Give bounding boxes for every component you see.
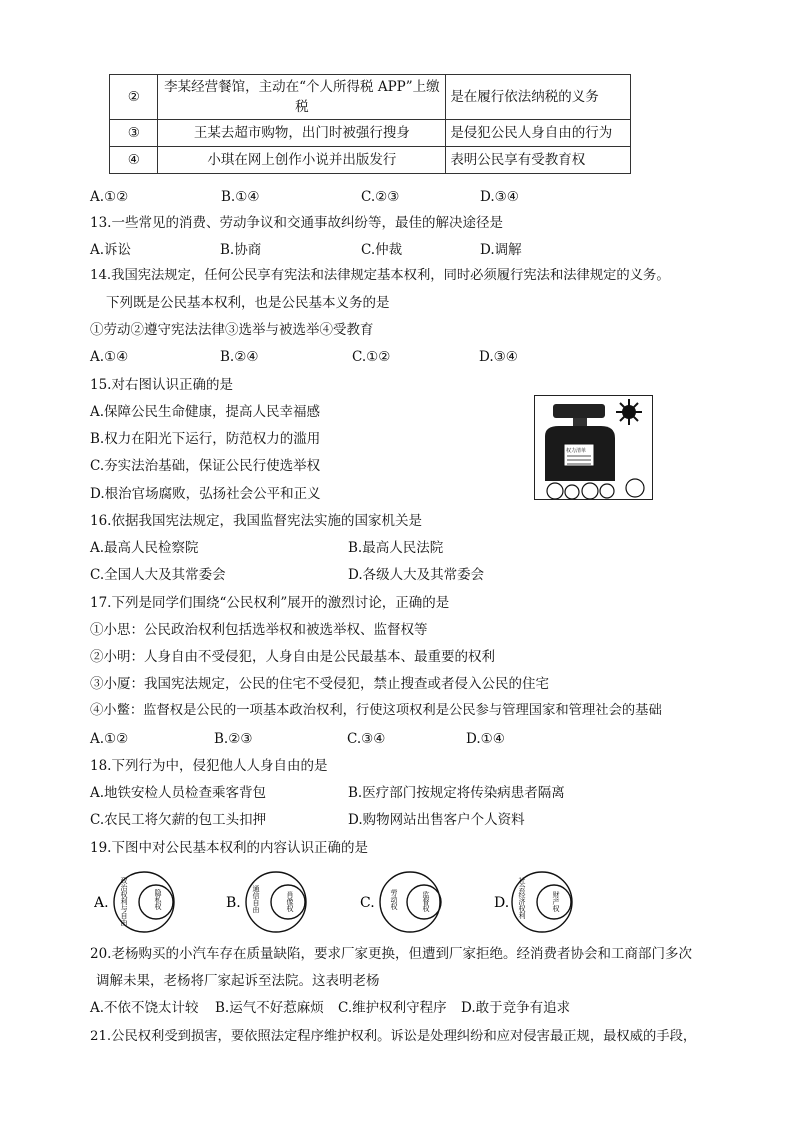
option[interactable]: C.③④ (347, 731, 386, 747)
inner-label: 监督权 (422, 891, 430, 912)
outer-label: 通信自由 (252, 885, 260, 913)
option[interactable]: B.医疗部门按规定将传染病患者隔离 (348, 785, 565, 801)
option[interactable]: D.敢于竞争有追求 (461, 1000, 571, 1016)
q13-stem: 13.一些常见的消费、劳动争议和交通事故纠纷等，最佳的解决途径是 (90, 215, 503, 231)
outer-label: 政治权利与自由 (120, 877, 128, 926)
q17-item: ②小明：人身自由不受侵犯，人身自由是公民最基本、最重要的权利 (90, 649, 495, 665)
option[interactable]: D.购物网站出售客户个人资料 (348, 812, 525, 828)
option[interactable]: D.各级人大及其常委会 (348, 567, 485, 583)
option[interactable]: D.根治官场腐败，弘扬社会公平和正义 (90, 486, 321, 502)
examples-table (109, 74, 631, 174)
option[interactable]: B.②④ (220, 349, 259, 365)
cartoon-illustration (535, 396, 652, 499)
option[interactable]: A.最高人民检察院 (90, 540, 199, 556)
option[interactable]: A.①④ (90, 349, 129, 365)
fig-letter: B. (226, 895, 241, 911)
outer-label: 社会经济权利 (518, 877, 526, 919)
fig-letter: D. (494, 895, 510, 911)
option[interactable]: B.②③ (214, 731, 253, 747)
q14-stem-1: 14.我国宪法规定，任何公民享有宪法和法律规定基本权利，同时必须履行宪法和法律规定的义务。 (90, 268, 670, 283)
sun-icon (616, 399, 642, 425)
table-row (110, 75, 631, 120)
q14-items: ①劳动②遵守宪法法律③选举与被选举④受教育 (90, 322, 374, 338)
q20-stem-2: 调解未果，老杨将厂家起诉至法院。这表明老杨 (96, 973, 380, 989)
q19-diagram (94, 867, 574, 937)
q21-stem: 21.公民权利受到损害，要依照法定程序维护权利。诉讼是处理纠纷和应对侵害最正规，最权威的手段， (90, 1029, 697, 1044)
row-judgement: 表明公民享有受教育权 (446, 147, 631, 174)
table-row (110, 120, 631, 147)
row-judgement: 是侵犯公民人身自由的行为 (446, 120, 631, 147)
inner-label: 肖像权 (286, 891, 294, 912)
option[interactable]: C.仲裁 (361, 242, 403, 258)
fig-letter: A. (94, 895, 109, 911)
option[interactable]: C.①② (352, 349, 391, 365)
q17-item: ③小厦：我国宪法规定，公民的住宅不受侵犯，禁止搜查或者侵入公民的住宅 (90, 676, 549, 692)
figure-d[interactable] (494, 872, 572, 932)
row-number: ② (110, 75, 158, 120)
q18-stem: 18.下列行为中，侵犯他人人身自由的是 (90, 758, 328, 774)
option[interactable]: A.①② (90, 731, 129, 747)
option[interactable]: B.运气不好惹麻烦 (215, 1000, 324, 1016)
option[interactable]: A.诉讼 (90, 242, 132, 258)
table-row (110, 147, 631, 174)
option[interactable]: A.不依不饶太计较 (90, 1000, 199, 1016)
row-example: 小琪在网上创作小说并出版发行 (158, 147, 446, 174)
option[interactable]: B.权力在阳光下运行，防范权力的滥用 (90, 431, 321, 447)
q17-item: ①小思：公民政治权利包括选举权和被选举权、监督权等 (90, 622, 428, 638)
option[interactable]: B.最高人民法院 (348, 540, 444, 556)
option[interactable]: C.全国人大及其常委会 (90, 567, 226, 583)
option[interactable]: B.协商 (220, 242, 262, 258)
option[interactable]: D.①④ (466, 731, 505, 747)
figure-c[interactable] (360, 872, 441, 932)
q14-stem-2: 下列既是公民基本权利，也是公民基本义务的是 (106, 295, 390, 311)
q16-stem: 16.依据我国宪法规定，我国监督宪法实施的国家机关是 (90, 513, 422, 529)
option[interactable]: A.保障公民生命健康，提高人民幸福感 (90, 404, 321, 420)
option[interactable]: D.③④ (479, 349, 518, 365)
option[interactable]: B.①④ (221, 189, 260, 205)
outer-label: 劳动权 (390, 889, 398, 910)
option[interactable]: C.②③ (361, 189, 400, 205)
row-example-line2: 税 (295, 99, 309, 115)
q17-item: ④小鳖：监督权是公民的一项基本政治权利，行使这项权利是公民参与管理国家和管理社会的基础 (90, 703, 662, 718)
cartoon-figure (534, 395, 653, 500)
q17-stem: 17.下列是同学们围绕“公民权利”展开的激烈讨论，正确的是 (90, 595, 450, 611)
option[interactable]: C.夯实法治基础，保证公民行使选举权 (90, 458, 321, 474)
row-example: 王某去超市购物，出门时被强行搜身 (158, 120, 446, 147)
fig-letter: C. (360, 895, 375, 911)
row-example-line1: 李某经营餐馆，主动在“个人所得税 APP”上缴 (164, 79, 440, 95)
row-number: ④ (110, 147, 158, 174)
board-text: 权力清单 (566, 448, 587, 454)
q19-stem: 19.下图中对公民基本权利的内容认识正确的是 (90, 840, 368, 856)
option[interactable]: D.③④ (480, 189, 519, 205)
row-number: ③ (110, 120, 158, 147)
option[interactable]: A.①② (90, 189, 129, 205)
option[interactable]: C.农民工将欠薪的包工头扣押 (90, 812, 267, 828)
option[interactable]: C.维护权利守程序 (338, 1000, 447, 1016)
row-judgement: 是在履行依法纳税的义务 (446, 75, 631, 120)
figure-a[interactable] (94, 872, 174, 932)
q15-stem: 15.对右图认识正确的是 (90, 377, 233, 393)
inner-label: 财产权 (552, 891, 560, 912)
q20-stem-1: 20.老杨购买的小汽车存在质量缺陷，要求厂家更换，但遭到厂家拒绝。经消费者协会和工商部门多次 (90, 946, 692, 962)
figure-b[interactable] (226, 872, 306, 932)
row-example (158, 75, 446, 120)
option[interactable]: D.调解 (480, 242, 522, 258)
inner-label: 隐私权 (154, 889, 162, 910)
q19-figures (94, 867, 574, 937)
option[interactable]: A.地铁安检人员检查乘客背包 (90, 785, 267, 801)
